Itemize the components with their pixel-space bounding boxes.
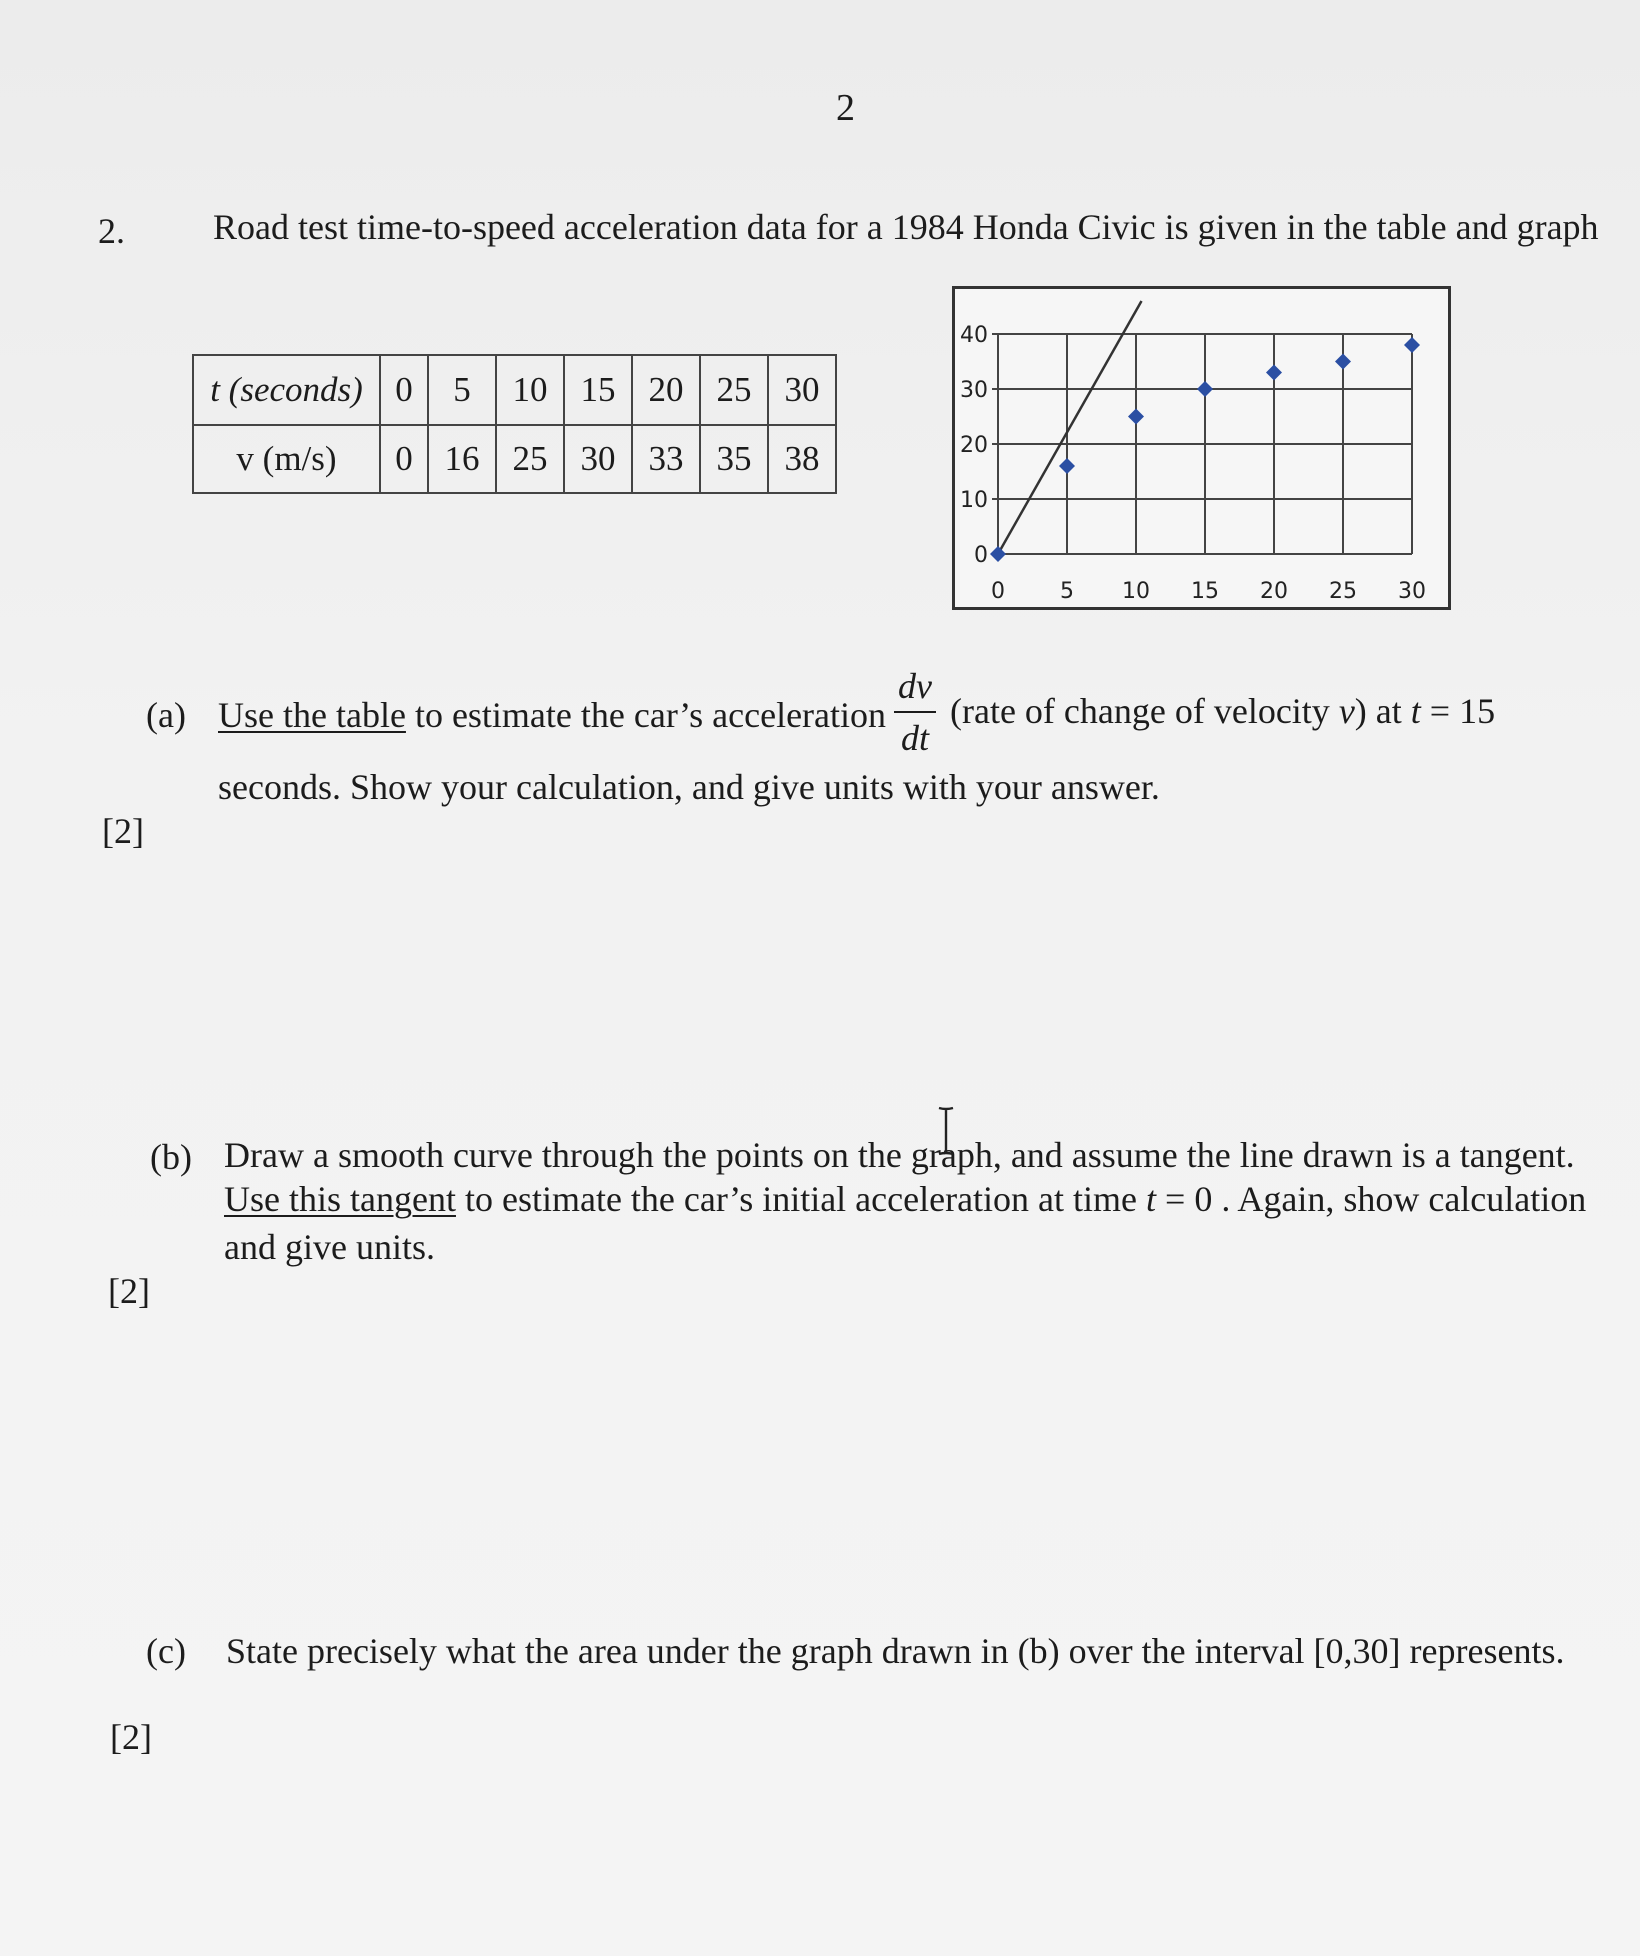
fraction-denominator: dt bbox=[900, 718, 929, 758]
table-cell: 0 bbox=[380, 425, 428, 493]
table-cell: 16 bbox=[428, 425, 496, 493]
table-cell: 5 bbox=[428, 355, 496, 425]
x-tick-label: 5 bbox=[1060, 579, 1074, 604]
data-table bbox=[192, 354, 837, 494]
text-cursor-icon bbox=[936, 1106, 956, 1156]
table-cell: 20 bbox=[632, 355, 700, 425]
x-tick-label: 30 bbox=[1398, 579, 1426, 604]
part-a-text1: to estimate the car’s acceleration bbox=[405, 695, 887, 735]
table-cell: 15 bbox=[564, 355, 632, 425]
table-cell: 0 bbox=[380, 355, 428, 425]
table-cell: 30 bbox=[768, 355, 836, 425]
x-tick-label: 10 bbox=[1122, 579, 1150, 604]
part-a-var-v: v bbox=[1338, 691, 1355, 731]
part-c-marks: [2] bbox=[110, 1717, 152, 1757]
part-b-var-t: t bbox=[1146, 1179, 1157, 1219]
part-b-line2-end: = 0 . Again, show calculation bbox=[1156, 1179, 1587, 1219]
page-number: 2 bbox=[836, 87, 855, 129]
derivative-fraction bbox=[890, 664, 940, 760]
part-a-line1 bbox=[218, 694, 886, 736]
part-a-line2: seconds. Show your calculation, and give units with your answer. bbox=[218, 767, 1160, 807]
part-a-text2-end: = 15 bbox=[1420, 691, 1496, 731]
table-row-velocity bbox=[193, 425, 836, 493]
row-header-time bbox=[193, 355, 380, 425]
part-a-label: (a) bbox=[146, 695, 186, 735]
part-c-label: (c) bbox=[146, 1631, 186, 1671]
part-a-var-t: t bbox=[1410, 691, 1421, 731]
table-cell: 38 bbox=[768, 425, 836, 493]
y-tick-label: 10 bbox=[960, 488, 988, 513]
question-intro: Road test time-to-speed acceleration data for a 1984 Honda Civic is given in the table and graph bbox=[213, 207, 1599, 247]
velocity-chart bbox=[952, 286, 1452, 612]
x-tick-label: 0 bbox=[991, 579, 1005, 604]
table-cell: 35 bbox=[700, 425, 768, 493]
table-cell: 10 bbox=[496, 355, 564, 425]
part-a-line1-cont bbox=[950, 690, 1495, 732]
part-b-label: (b) bbox=[150, 1137, 192, 1177]
y-tick-label: 20 bbox=[960, 433, 988, 458]
x-tick-label: 15 bbox=[1191, 579, 1219, 604]
part-c-line1: State precisely what the area under the graph drawn in (b) over the interval [0,30] represents. bbox=[226, 1631, 1565, 1671]
y-tick-label: 30 bbox=[960, 378, 988, 403]
row-header-text: t (seconds) bbox=[210, 370, 363, 409]
part-b-line2-mid: to estimate the car’s initial acceleration at time bbox=[455, 1179, 1147, 1219]
table-cell: 30 bbox=[564, 425, 632, 493]
x-tick-label: 25 bbox=[1329, 579, 1357, 604]
fraction-bar bbox=[894, 711, 936, 713]
row-header-text: v (m/s) bbox=[236, 439, 337, 478]
table-cell: 25 bbox=[700, 355, 768, 425]
fraction-numerator: dv bbox=[898, 666, 932, 706]
part-a-text2-mid: ) at bbox=[1354, 691, 1411, 731]
part-a-marks: [2] bbox=[102, 811, 144, 851]
part-b-line1: Draw a smooth curve through the points on the graph, and assume the line drawn is a tangent. bbox=[224, 1135, 1575, 1175]
table-row-time bbox=[193, 355, 836, 425]
x-tick-label: 20 bbox=[1260, 579, 1288, 604]
part-b-marks: [2] bbox=[108, 1271, 150, 1311]
part-b-line3: and give units. bbox=[224, 1227, 435, 1267]
y-tick-label: 40 bbox=[960, 323, 988, 348]
part-b-underlined: Use this tangent bbox=[224, 1179, 456, 1219]
question-number: 2. bbox=[98, 211, 125, 251]
y-tick-label: 0 bbox=[974, 543, 988, 568]
part-a-underlined: Use the table bbox=[218, 695, 406, 735]
row-header-velocity bbox=[193, 425, 380, 493]
part-b-line2 bbox=[224, 1178, 1586, 1220]
table-cell: 33 bbox=[632, 425, 700, 493]
part-a-text2-pre: (rate of change of velocity bbox=[950, 691, 1339, 731]
chart-frame bbox=[954, 288, 1450, 609]
table-cell: 25 bbox=[496, 425, 564, 493]
